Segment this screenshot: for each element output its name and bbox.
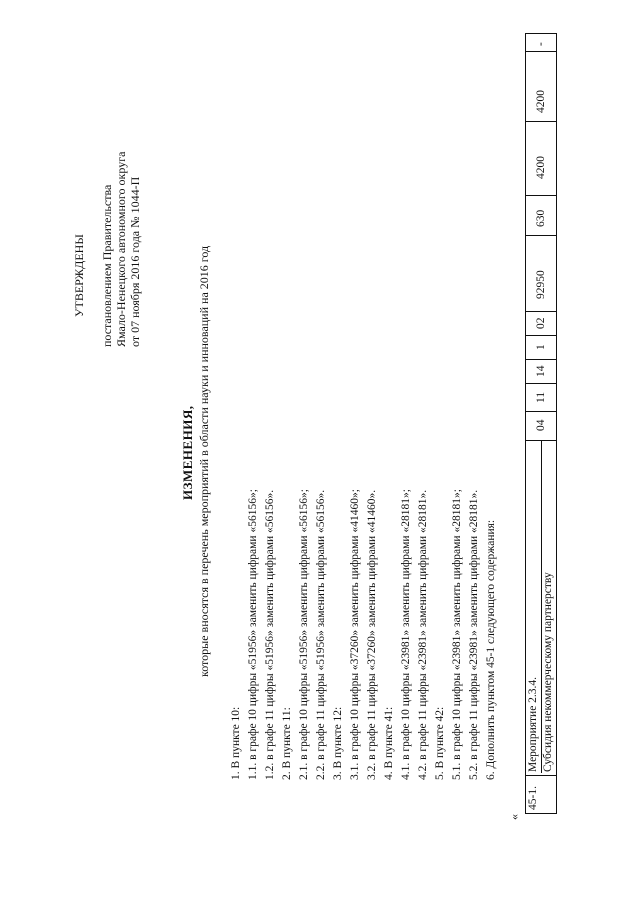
approved-heading: УТВЕРЖДЕНЫ <box>72 234 86 317</box>
approved-line-2: Ямало-Ненецкого автономного округа <box>114 151 128 347</box>
table-cell-col-6: 92950 <box>535 270 547 299</box>
list-item: 3.1. в графе 10 цифры «37260» заменить цифрами «41460»; <box>349 489 361 780</box>
table-divider <box>526 359 556 360</box>
list-item: 2.1. в графе 10 цифры «51956» заменить цифрами «56156»; <box>298 489 310 780</box>
table-divider <box>526 51 556 52</box>
table-cell-col-9: 4200 <box>535 90 547 113</box>
table-cell-col-7: 630 <box>535 209 547 227</box>
list-item: 4.2. в графе 11 цифры «23981» заменить цифрами «28181». <box>417 489 429 780</box>
table-cell-col-2: 11 <box>535 391 547 403</box>
opening-quote: « <box>507 814 521 820</box>
approved-line-1: постановлением Правительства <box>100 184 114 347</box>
table-cell-col-1: 04 <box>535 419 547 431</box>
table-cell-col-4: 1 <box>535 344 547 350</box>
list-item: 1.2. в графе 11 цифры «51956» заменить цифрами «56156». <box>264 489 276 780</box>
table-divider <box>526 311 556 312</box>
table-cell-col-5: 02 <box>535 317 547 329</box>
table-divider <box>526 411 556 412</box>
table-divider <box>526 383 556 384</box>
table-divider <box>526 775 556 776</box>
approved-line-3: от 07 ноября 2016 года № 1044-П <box>128 176 142 347</box>
list-item: 1. В пункте 10: <box>230 706 242 780</box>
list-item: 5.1. в графе 10 цифры «23981» заменить цифрами «28181»; <box>451 489 463 780</box>
list-item: 4. В пункте 41: <box>383 706 395 780</box>
table-cell-col-8: 4200 <box>535 156 547 179</box>
list-item: 3.2. в графе 11 цифры «37260» заменить цифрами «41460». <box>366 489 378 780</box>
list-item: 3. В пункте 12: <box>332 706 344 780</box>
document-title: ИЗМЕНЕНИЯ, <box>180 405 195 500</box>
new-item-table <box>525 33 557 814</box>
document-subtitle: которые вносятся в перечень мероприятий в области науки и инноваций на 2016 год <box>197 245 211 677</box>
table-divider <box>526 235 556 236</box>
table-cell-name-line-2: Субсидия некоммерческому партнерству <box>542 572 554 772</box>
table-cell-number: 45-1. <box>527 786 539 810</box>
list-item: 5.2. в графе 11 цифры «23981» заменить цифрами «28181». <box>468 489 480 780</box>
list-item: 4.1. в графе 10 цифры «23981» заменить цифрами «28181»; <box>400 489 412 780</box>
table-divider <box>526 195 556 196</box>
table-divider <box>526 121 556 122</box>
table-divider <box>526 335 556 336</box>
table-cell-name-line-1: Мероприятие 2.3.4. <box>527 676 539 772</box>
list-item: 1.1. в графе 10 цифры «51956» заменить цифрами «56156»; <box>247 489 259 780</box>
table-cell-col-3: 14 <box>535 365 547 377</box>
table-cell-col-10: - <box>535 42 547 46</box>
list-item: 5. В пункте 42: <box>434 706 446 780</box>
list-item: 6. Дополнить пунктом 45-1 следующего содержания: <box>485 519 497 780</box>
list-item: 2.2. в графе 11 цифры «51956» заменить цифрами «56156». <box>315 489 327 780</box>
list-item: 2. В пункте 11: <box>281 707 293 780</box>
